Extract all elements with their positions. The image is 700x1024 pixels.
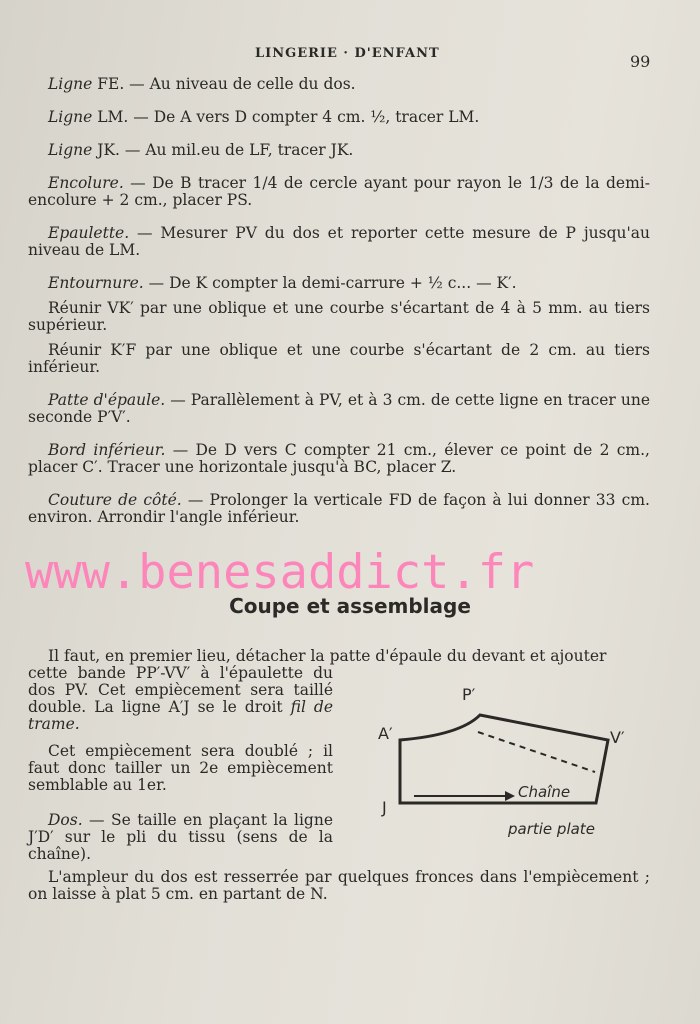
paragraph-encolure: Encolure. — De B tracer 1/4 de cercle ayant pour rayon le 1/3 de la demi-encolure + 2 cm., placer PS.	[28, 174, 650, 209]
yoke-outline	[400, 715, 608, 803]
page-number: 99	[630, 52, 651, 71]
paragraph-reunir-kf: Réunir K′F par une oblique et une courbe s'écartant de 2 cm. au tiers inférieur.	[28, 341, 650, 376]
paragraph-epaulette: Epaulette. — Mesurer PV du dos et reporter cette mesure de P jusqu'au niveau de LM.	[28, 224, 650, 259]
paragraph-ligne-lm: Ligne LM. — De A vers D compter 4 cm. ½, tracer LM.	[48, 108, 480, 126]
running-title: LINGERIE · D'ENFANT	[255, 46, 440, 61]
paragraph-first-line: Il faut, en premier lieu, détacher la patte d'épaule du devant et ajouter	[48, 647, 607, 665]
paragraph-bande: cette bande PP′-VV′ à l'épaulette du dos PV. Cet empiècement sera taillé double. La ligne A′J se le droit fil de trame.	[28, 664, 333, 733]
paragraph-entournure: Entournure. — De K compter la demi-carrure + ½ c... — K′.	[48, 274, 517, 292]
label-j: J	[382, 798, 387, 817]
paragraph-couture-cote: Couture de côté. — Prolonger la verticale FD de façon à lui donner 33 cm. environ. Arrondir l'angle inférieur.	[28, 491, 650, 526]
paragraph-bord-inferieur: Bord inférieur. — De D vers C compter 21 cm., élever ce point de 2 cm., placer C′. Tracer une horizontale jusqu'à BC, placer Z.	[28, 441, 650, 476]
page-header	[0, 38, 700, 71]
section-title: Coupe et assemblage	[229, 594, 471, 618]
label-v-prime: V′	[610, 728, 625, 747]
arrow-head-icon	[505, 791, 515, 801]
paragraph-ligne-fe: Ligne FE. — Au niveau de celle du dos.	[48, 75, 356, 93]
paragraph-dos: Dos. — Se taille en plaçant la ligne J′D′ sur le pli du tissu (sens de la chaîne).	[28, 811, 333, 863]
label-partie-plate: partie plate	[508, 820, 595, 838]
paragraph-patte-epaule: Patte d'épaule. — Parallèlement à PV, et à 3 cm. de cette ligne en tracer une seconde P′V′.	[28, 391, 650, 426]
instructions-text	[28, 76, 650, 542]
label-chaine: Chaîne	[518, 783, 571, 801]
paragraph-ligne-jk: Ligne JK. — Au mil.eu de LF, tracer JK.	[48, 141, 354, 159]
website-watermark: www.benesaddict.fr	[25, 545, 535, 600]
paragraph-ampleur: L'ampleur du dos est resserrée par quelques fronces dans l'empiècement ; on laisse à plat 5 cm. en partant de N.	[28, 868, 650, 903]
pattern-figure	[370, 680, 650, 860]
paragraph-double: Cet empiècement sera doublé ; il faut donc tailler un 2e empiècement semblable au 1er.	[28, 742, 333, 794]
label-a-prime: A′	[378, 724, 393, 743]
dashed-line	[478, 732, 595, 772]
label-p-prime: P′	[462, 685, 476, 704]
paragraph-reunir-vk: Réunir VK′ par une oblique et une courbe s'écartant de 4 à 5 mm. au tiers supérieur.	[28, 299, 650, 334]
